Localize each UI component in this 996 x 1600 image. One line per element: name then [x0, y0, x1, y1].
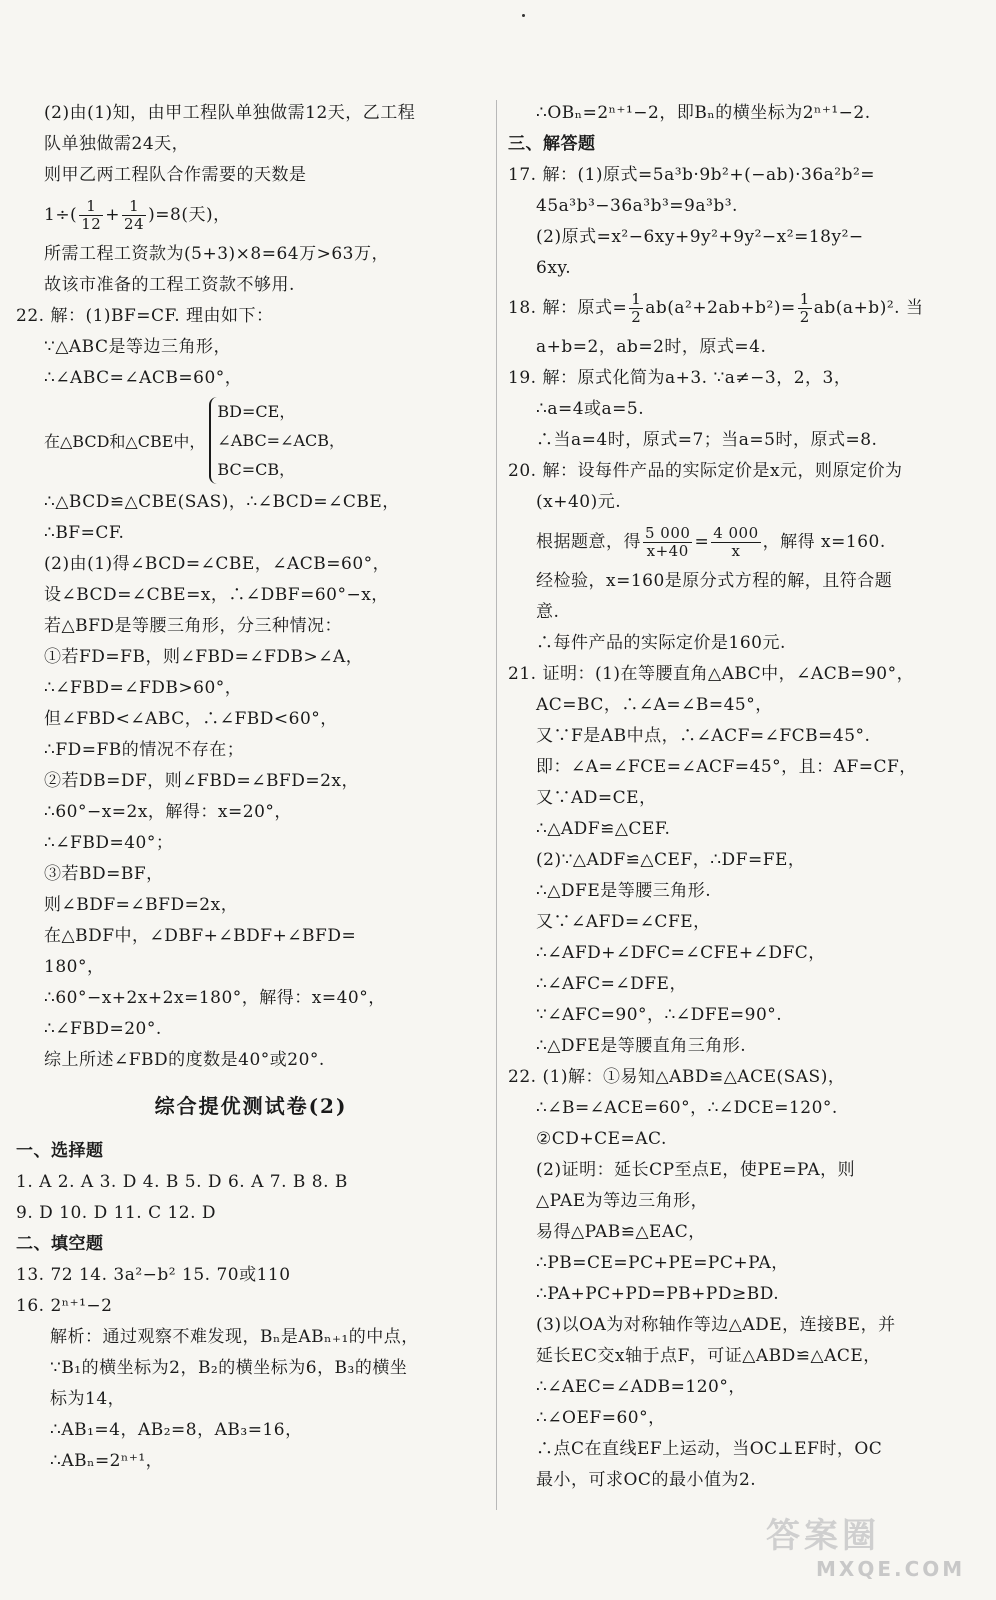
text-line: ∵△ABC是等边三角形，: [44, 337, 231, 357]
system-prefix: 在△BCD和△CBE中，: [44, 432, 206, 451]
fraction-line: [508, 518, 978, 566]
text-line: 队单独做需24天，: [44, 134, 190, 154]
denominator: 12: [81, 215, 102, 233]
numerator: 1: [799, 290, 810, 308]
text-line: ∴∠OEF=60°，: [536, 1408, 666, 1428]
text-line: 则甲乙两工程队合作需要的天数是: [44, 165, 307, 185]
text-line: ∴PB=CE=PC+PE=PC+PA，: [536, 1253, 789, 1273]
text-line: ∴60°−x+2x+2x=180°，解得：x=40°，: [44, 988, 386, 1008]
question-line: 22. 解：(1)BF=CF. 理由如下：: [16, 306, 274, 326]
fraction-suffix: )=8(天)，: [148, 205, 231, 225]
left-column: [16, 98, 486, 1477]
speck: [522, 14, 525, 17]
text-line: (2)由(1)得∠BCD=∠CBE，∠ACB=60°，: [44, 554, 391, 574]
text-line: ∴PA+PC+PD=PB+PD≥BD.: [536, 1284, 780, 1304]
text-line: ∴∠AEC=∠ADB=120°，: [536, 1377, 746, 1397]
numerator: 1: [631, 290, 642, 308]
text-line: ①若FD=FB，则∠FBD=∠FDB>∠A，: [44, 647, 364, 667]
text-line: 45a³b³−36a³b³=9a³b³.: [536, 196, 738, 216]
text-line: ∴a=4或a=5.: [536, 399, 645, 419]
text-line: ∴当a=4时，原式=7；当a=5时，原式=8.: [536, 430, 878, 450]
answer-line: 9. D 10. D 11. C 12. D: [16, 1203, 217, 1223]
text-line: 在△BDF中，∠DBF+∠BDF+∠BFD=: [44, 926, 357, 946]
text-line: (3)以OA为对称轴作等边△ADE，连接BE，并: [536, 1315, 896, 1335]
text-line: 但∠FBD<∠ABC，∴∠FBD<60°，: [44, 709, 338, 729]
text-line: ∴△DFE是等腰直角三角形.: [536, 1036, 747, 1056]
denominator: x+40: [646, 542, 689, 560]
text-line: ∴ABₙ=2ⁿ⁺¹，: [50, 1451, 164, 1471]
text-line: 即：∠A=∠FCE=∠ACF=45°，且：AF=CF，: [536, 757, 917, 777]
numerator: 5 000: [645, 524, 691, 542]
column-divider: [496, 100, 497, 1510]
question-line: 22. (1)解：①易知△ABD≌△ACE(SAS)，: [508, 1067, 846, 1087]
system-row: BD=CE，: [217, 402, 296, 421]
text-line: 标为14，: [50, 1389, 126, 1409]
denominator: 24: [124, 215, 145, 233]
watermark-bottom: MXQE.COM: [816, 1557, 966, 1581]
text-line: 故该市准备的工程工资款不够用.: [44, 275, 295, 295]
text-line: △PAE为等边三角形，: [536, 1191, 709, 1211]
text-line: ∵B₁的横坐标为2，B₂的横坐标为6，B₃的横坐: [50, 1358, 408, 1378]
text-line: ∴AB₁=4，AB₂=8，AB₃=16，: [50, 1420, 303, 1440]
text-line: (2)由(1)知，由甲工程队单独做需12天，乙工程: [44, 103, 416, 123]
text-line: ∴∠FBD=40°；: [44, 833, 174, 853]
answer-line: 1. A 2. A 3. D 4. B 5. D 6. A 7. B 8. B: [16, 1172, 348, 1192]
answer-line: 13. 72 14. 3a²−b² 15. 70或110: [16, 1265, 291, 1285]
text-line: 设∠BCD=∠CBE=x，∴∠DBF=60°−x，: [44, 585, 389, 605]
question-line: 21. 证明：(1)在等腰直角△ABC中，∠ACB=90°，: [508, 664, 915, 684]
denominator: x: [731, 542, 741, 560]
text-line: 又∵∠AFD=∠CFE，: [536, 912, 711, 932]
fraction-prefix: 根据题意，得: [536, 532, 641, 552]
system-row: ∠ABC=∠ACB，: [217, 431, 346, 450]
text-line: 经检验，x=160是原分式方程的解，且符合题: [536, 571, 893, 591]
text-line: ∴60°−x=2x，解得：x=20°，: [44, 802, 292, 822]
text-line: 综上所述∠FBD的度数是40°或20°.: [44, 1050, 325, 1070]
text-line: ②若DB=DF，则∠FBD=∠BFD=2x，: [44, 771, 360, 791]
fraction: [122, 198, 146, 233]
text-line: 若△BFD是等腰三角形，分三种情况：: [44, 616, 342, 636]
text-line: a+b=2，ab=2时，原式=4.: [536, 337, 767, 357]
text-line: 则∠BDF=∠BFD=2x，: [44, 895, 239, 915]
text-line: (2)证明：延长CP至点E，使PE=PA，则: [536, 1160, 856, 1180]
watermark-top: 答案圈: [766, 1516, 880, 1556]
system-brace: [209, 397, 345, 484]
fraction-mid: +: [105, 205, 121, 225]
denominator: 2: [799, 308, 810, 326]
text-line: 又∵F是AB中点，∴∠ACF=∠FCB=45°.: [536, 726, 871, 746]
text-line: ∴△DFE是等腰三角形.: [536, 881, 712, 901]
question-line: 20. 解：设每件产品的实际定价是x元，则原定价为: [508, 461, 903, 481]
fraction-suffix: ，解得 x=160.: [762, 532, 886, 552]
text-line: ∴OBₙ=2ⁿ⁺¹−2，即Bₙ的横坐标为2ⁿ⁺¹−2.: [536, 103, 871, 123]
fraction: [643, 525, 692, 560]
fraction: [798, 291, 812, 326]
text-line: 最小，可求OC的最小值为2.: [536, 1470, 757, 1490]
fraction-mid: =: [694, 532, 710, 552]
fraction-mid: ab(a²+2ab+b²)=: [645, 298, 796, 318]
fraction: [629, 291, 643, 326]
fraction-prefix: 18. 解：原式=: [508, 298, 628, 318]
text-line: ∴∠FBD=20°.: [44, 1019, 162, 1039]
text-line: ∴∠B=∠ACE=60°，∴∠DCE=120°.: [536, 1098, 838, 1118]
fraction: [711, 525, 760, 560]
text-line: 又∵AD=CE，: [536, 788, 657, 808]
fraction-line: [508, 284, 978, 332]
section-heading: 一、选择题: [16, 1141, 104, 1161]
text-line: 解析：通过观察不难发现，Bₙ是ABₙ₊₁的中点，: [50, 1327, 419, 1347]
text-line: ②CD+CE=AC.: [536, 1129, 667, 1149]
section-heading: 三、解答题: [508, 134, 596, 154]
fraction-suffix: ab(a+b)². 当: [813, 298, 924, 318]
denominator: 2: [631, 308, 642, 326]
text-line: ∴∠AFC=∠DFE，: [536, 974, 687, 994]
text-line: ∴每件产品的实际定价是160元.: [536, 633, 786, 653]
text-line: 6xy.: [536, 258, 572, 278]
text-line: ∴∠ABC=∠ACB=60°，: [44, 368, 243, 388]
text-line: ∴点C在直线EF上运动，当OC⊥EF时，OC: [536, 1439, 883, 1459]
watermark-logo: [766, 1508, 976, 1581]
numerator: 1: [79, 198, 103, 216]
text-line: 延长EC交x轴于点F，可证△ABD≌△ACE，: [536, 1346, 881, 1366]
text-line: (2)∵△ADF≌△CEF，∴DF=FE，: [536, 850, 806, 870]
text-line: ∴∠AFD+∠DFC=∠CFE+∠DFC，: [536, 943, 826, 963]
text-line: 180°，: [44, 957, 105, 977]
section-heading: 二、填空题: [16, 1234, 104, 1254]
text-line: (x+40)元.: [536, 492, 622, 512]
section-title: 综合提优测试卷(2): [154, 1094, 348, 1118]
right-column: [508, 98, 978, 1496]
text-line: 易得△PAB≌△EAC，: [536, 1222, 706, 1242]
question-line: 19. 解：原式化简为a+3. ∵a≠−3，2，3，: [508, 368, 852, 388]
equation-system: [16, 394, 486, 487]
numerator: 1: [122, 198, 146, 216]
fraction: [79, 198, 103, 233]
text-line: ∵∠AFC=90°，∴∠DFE=90°.: [536, 1005, 783, 1025]
text-line: (2)原式=x²−6xy+9y²+9y²−x²=18y²−: [536, 227, 864, 247]
text-line: 所需工程工资款为(5+3)×8=64万>63万，: [44, 244, 389, 264]
text-line: ∴△ADF≌△CEF.: [536, 819, 671, 839]
fraction-prefix: 1÷(: [44, 205, 78, 225]
text-line: ∴△BCD≌△CBE(SAS)，∴∠BCD=∠CBE，: [44, 492, 400, 512]
fraction-line: [16, 191, 486, 239]
text-line: ∴FD=FB的情况不存在；: [44, 740, 245, 760]
text-line: ∴BF=CF.: [44, 523, 125, 543]
question-line: 17. 解：(1)原式=5a³b·9b²+(−ab)·36a²b²=: [508, 165, 876, 185]
text-line: ∴∠FBD=∠FDB>60°，: [44, 678, 243, 698]
numerator: 4 000: [713, 524, 759, 542]
text-line: ③若BD=BF，: [44, 864, 164, 884]
answer-line: 16. 2ⁿ⁺¹−2: [16, 1296, 113, 1316]
system-row: BC=CB，: [217, 460, 296, 479]
text-line: 意.: [536, 602, 560, 622]
text-line: AC=BC，∴∠A=∠B=45°，: [536, 695, 773, 715]
